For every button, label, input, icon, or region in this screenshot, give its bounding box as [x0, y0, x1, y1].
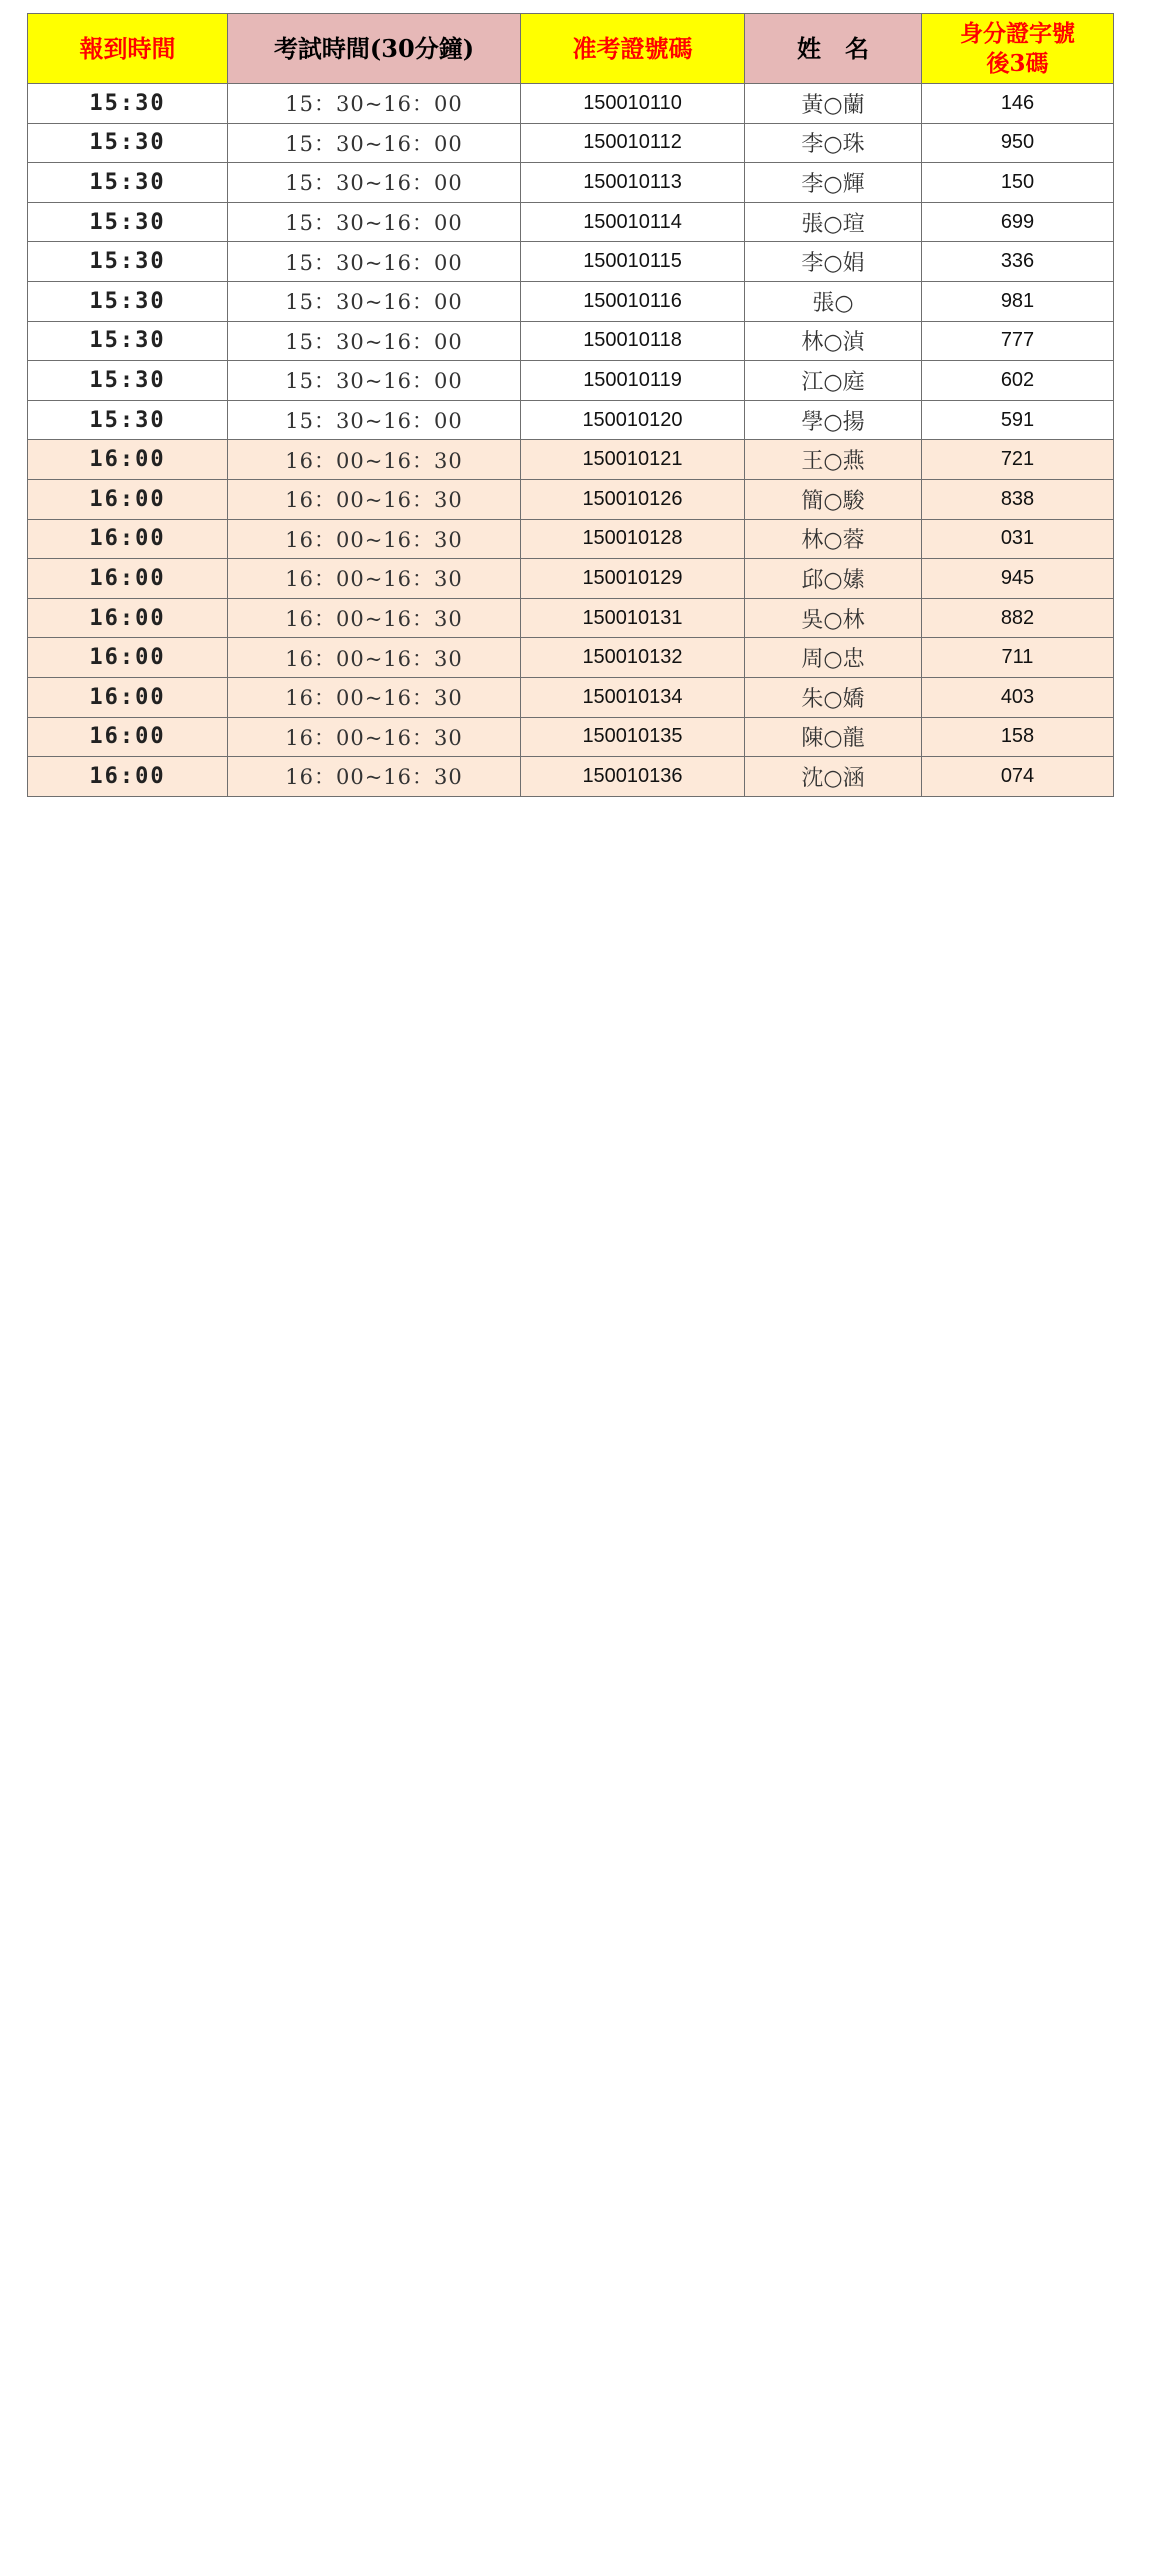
exam-time-cell: 16：00~16：30: [228, 677, 521, 717]
exam-time-cell: 16：00~16：30: [228, 559, 521, 599]
ticket-number-cell: 150010126: [521, 479, 745, 519]
table-row: [28, 598, 1114, 638]
ticket-number-cell: 150010116: [521, 281, 745, 321]
ticket-number-cell: 150010131: [521, 598, 745, 638]
id-last-three-cell: 602: [922, 361, 1114, 401]
name-cell: 黃○蘭: [745, 84, 922, 124]
exam-time-cell: 16：00~16：30: [228, 638, 521, 678]
ticket-number-cell: 150010128: [521, 519, 745, 559]
name-cell: 邱○嫊: [745, 559, 922, 599]
exam-time-cell: 15：30~16：00: [228, 321, 521, 361]
exam-schedule-table: [27, 13, 1114, 797]
name-cell: 李○娟: [745, 242, 922, 282]
table-row: [28, 638, 1114, 678]
id-last-three-cell: 838: [922, 479, 1114, 519]
exam-time-cell: 15：30~16：00: [228, 242, 521, 282]
exam-time-cell: 16：00~16：30: [228, 440, 521, 480]
id-last-three-cell: 711: [922, 638, 1114, 678]
exam-time-cell: 15：30~16：00: [228, 281, 521, 321]
header-id-line-1: 身分證字號: [960, 19, 1075, 47]
ticket-number-cell: 150010135: [521, 717, 745, 757]
table-row: [28, 479, 1114, 519]
table-row: [28, 757, 1114, 797]
exam-time-cell: 15：30~16：00: [228, 163, 521, 203]
report-time-cell: 16:00: [28, 559, 228, 599]
report-time-cell: 15:30: [28, 361, 228, 401]
ticket-number-cell: 150010120: [521, 400, 745, 440]
id-last-three-cell: 950: [922, 123, 1114, 163]
ticket-number-cell: 150010132: [521, 638, 745, 678]
name-cell: 簡○駿: [745, 479, 922, 519]
report-time-cell: 15:30: [28, 281, 228, 321]
report-time-cell: 16:00: [28, 440, 228, 480]
report-time-cell: 16:00: [28, 757, 228, 797]
exam-time-cell: 15：30~16：00: [228, 84, 521, 124]
id-last-three-cell: 721: [922, 440, 1114, 480]
name-cell: 李○珠: [745, 123, 922, 163]
id-last-three-cell: 945: [922, 559, 1114, 599]
ticket-number-cell: 150010110: [521, 84, 745, 124]
id-last-three-cell: 158: [922, 717, 1114, 757]
exam-time-cell: 15：30~16：00: [228, 400, 521, 440]
table-row: [28, 717, 1114, 757]
id-last-three-cell: 336: [922, 242, 1114, 282]
id-last-three-cell: 699: [922, 202, 1114, 242]
report-time-cell: 15:30: [28, 163, 228, 203]
exam-time-cell: 15：30~16：00: [228, 202, 521, 242]
report-time-cell: 16:00: [28, 677, 228, 717]
id-last-three-cell: 882: [922, 598, 1114, 638]
id-last-three-cell: 146: [922, 84, 1114, 124]
exam-time-cell: 16：00~16：30: [228, 717, 521, 757]
name-cell: 張○瑄: [745, 202, 922, 242]
report-time-cell: 15:30: [28, 400, 228, 440]
header-id-last-three: [922, 14, 1114, 84]
name-cell: 李○輝: [745, 163, 922, 203]
ticket-number-cell: 150010136: [521, 757, 745, 797]
table-row: [28, 519, 1114, 559]
name-cell: 沈○涵: [745, 757, 922, 797]
name-cell: 林○蓉: [745, 519, 922, 559]
header-name: 姓 名: [745, 14, 922, 84]
exam-time-cell: 16：00~16：30: [228, 519, 521, 559]
ticket-number-cell: 150010118: [521, 321, 745, 361]
id-last-three-cell: 777: [922, 321, 1114, 361]
table-row: [28, 400, 1114, 440]
header-report-time: 報到時間: [28, 14, 228, 84]
exam-schedule-sheet: [27, 13, 1114, 797]
table-row: [28, 242, 1114, 282]
name-cell: 張○: [745, 281, 922, 321]
table-row: [28, 281, 1114, 321]
name-cell: 江○庭: [745, 361, 922, 401]
table-row: [28, 440, 1114, 480]
ticket-number-cell: 150010134: [521, 677, 745, 717]
table-row: [28, 84, 1114, 124]
name-cell: 朱○嬌: [745, 677, 922, 717]
ticket-number-cell: 150010114: [521, 202, 745, 242]
report-time-cell: 16:00: [28, 638, 228, 678]
report-time-cell: 15:30: [28, 321, 228, 361]
ticket-number-cell: 150010119: [521, 361, 745, 401]
ticket-number-cell: 150010112: [521, 123, 745, 163]
ticket-number-cell: 150010129: [521, 559, 745, 599]
exam-time-cell: 16：00~16：30: [228, 757, 521, 797]
id-last-three-cell: 591: [922, 400, 1114, 440]
id-last-three-cell: 403: [922, 677, 1114, 717]
name-cell: 陳○龍: [745, 717, 922, 757]
header-row: [28, 14, 1114, 84]
exam-time-cell: 15：30~16：00: [228, 361, 521, 401]
table-row: [28, 123, 1114, 163]
report-time-cell: 16:00: [28, 519, 228, 559]
exam-time-cell: 15：30~16：00: [228, 123, 521, 163]
name-cell: 學○揚: [745, 400, 922, 440]
table-row: [28, 321, 1114, 361]
id-last-three-cell: 150: [922, 163, 1114, 203]
name-cell: 林○湞: [745, 321, 922, 361]
table-row: [28, 677, 1114, 717]
report-time-cell: 16:00: [28, 717, 228, 757]
exam-time-cell: 16：00~16：30: [228, 479, 521, 519]
id-last-three-cell: 074: [922, 757, 1114, 797]
name-cell: 王○燕: [745, 440, 922, 480]
report-time-cell: 16:00: [28, 479, 228, 519]
exam-time-cell: 16：00~16：30: [228, 598, 521, 638]
id-last-three-cell: 981: [922, 281, 1114, 321]
report-time-cell: 16:00: [28, 598, 228, 638]
table-row: [28, 361, 1114, 401]
ticket-number-cell: 150010121: [521, 440, 745, 480]
table-row: [28, 163, 1114, 203]
header-id-line-2: 後3碼: [986, 49, 1049, 77]
table-header: [28, 14, 1114, 84]
header-ticket-number: 准考證號碼: [521, 14, 745, 84]
report-time-cell: 15:30: [28, 242, 228, 282]
table-body: [28, 84, 1114, 797]
header-exam-time: 考試時間(30分鐘): [228, 14, 521, 84]
report-time-cell: 15:30: [28, 84, 228, 124]
ticket-number-cell: 150010115: [521, 242, 745, 282]
table-row: [28, 202, 1114, 242]
table-row: [28, 559, 1114, 599]
id-last-three-cell: 031: [922, 519, 1114, 559]
report-time-cell: 15:30: [28, 202, 228, 242]
name-cell: 周○忠: [745, 638, 922, 678]
name-cell: 吳○林: [745, 598, 922, 638]
report-time-cell: 15:30: [28, 123, 228, 163]
ticket-number-cell: 150010113: [521, 163, 745, 203]
